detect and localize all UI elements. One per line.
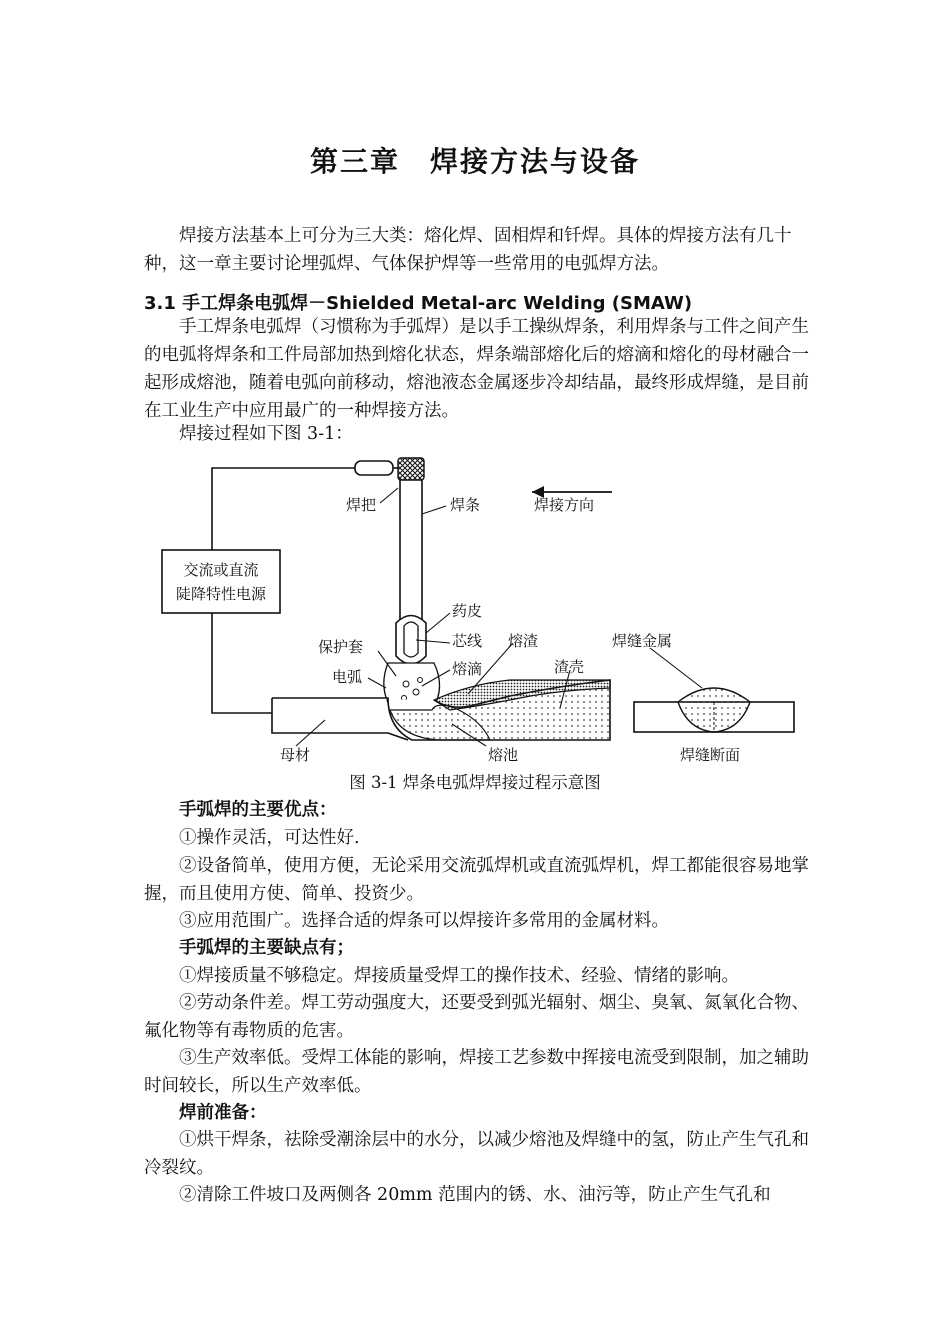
advantage-item: ③应用范围广。选择合适的焊条可以焊接许多常用的金属材料。	[179, 911, 669, 931]
power-source-box	[162, 550, 280, 613]
label-electrode: 焊条	[450, 496, 481, 514]
label-base: 母材	[280, 746, 311, 764]
circuit-wire-top	[212, 468, 355, 550]
label-slag: 熔渣	[508, 632, 539, 650]
section-body-paragraph: 手工焊条电弧焊（习惯称为手弧焊）是以手工操纵焊条，利用焊条与工件之间产生的电弧将焊条和工件局部加热到熔化状态，焊条端部熔化后的熔滴和熔化的母材融合一起形成熔池，随着电弧向前移动，熔池液态金属逐步冷却结晶，最终形成焊缝，是目前在工业生产中应用最广的一种焊接方法。	[144, 317, 809, 421]
holder-grip	[398, 458, 424, 480]
preparation-item: ①烘干焊条，祛除受潮涂层中的水分，以减少熔池及焊缝中的氢，防止产生气孔和冷裂纹。	[144, 1130, 809, 1178]
label-pool: 熔池	[488, 746, 519, 764]
label-direction: 焊接方向	[534, 496, 595, 514]
disadvantage-item: ③生产效率低。受焊工体能的影响，焊接工艺参数中挥接电流受到限制，加之辅助时间较长，所以生产效率低。	[144, 1048, 809, 1096]
advantage-item: ②设备简单，使用方便，无论采用交流弧焊机或直流弧焊机，焊工都能很容易地掌握，而且使用方使、简单、投资少。	[144, 856, 809, 904]
label-holder: 焊把	[346, 496, 377, 514]
disadvantages-heading: 手弧焊的主要缺点有；	[179, 938, 354, 958]
label-arc: 电弧	[332, 668, 363, 686]
label-weld-metal: 焊缝金属	[612, 632, 673, 650]
chapter-title: 第三章 焊接方法与设备	[309, 145, 640, 178]
process-intro: 焊接过程如下图 3-1：	[179, 424, 353, 444]
electrode-rod	[400, 480, 422, 628]
preparation-heading: 焊前准备：	[179, 1103, 267, 1123]
advantage-item: ①操作灵活，可达性好.	[179, 828, 360, 848]
disadvantage-item: ②劳动条件差。焊工劳动强度大，还要受到弧光辐射、烟尘、臭氧、氮氧化合物、氟化物等有毒物质的危害。	[144, 993, 809, 1041]
label-section: 焊缝断面	[680, 746, 741, 764]
intro-paragraph: 焊接方法基本上可分为三大类：熔化焊、固相焊和钎焊。具体的焊接方法有几十种，这一章主要讨论埋弧焊、气体保护焊等一些常用的电弧焊方法。	[144, 226, 792, 274]
label-droplet: 熔滴	[452, 660, 483, 678]
label-coating: 药皮	[452, 602, 483, 620]
core-wire	[404, 622, 418, 657]
circuit-wire-bottom	[212, 613, 272, 713]
label-shield: 保护套	[318, 638, 364, 656]
electrode-holder	[355, 461, 393, 475]
disadvantage-item: ①焊接质量不够稳定。焊接质量受焊工的操作技术、经验、情绪的影响。	[179, 966, 739, 986]
advantages-heading: 手弧焊的主要优点：	[179, 800, 337, 820]
section-heading: 3.1 手工焊条电弧焊－Shielded Metal-arc Welding (SMAW)	[144, 293, 693, 314]
figure-caption: 图 3-1 焊条电弧焊焊接过程示意图	[349, 773, 601, 792]
power-source-label-2: 陡降特性电源	[175, 585, 267, 603]
welding-process-figure	[150, 448, 810, 773]
power-source-label-1: 交流或直流	[183, 561, 259, 579]
label-core: 芯线	[452, 632, 483, 650]
preparation-item: ②清除工件坡口及两侧各 20mm 范围内的锈、水、油污等，防止产生气孔和	[179, 1185, 771, 1205]
label-shell: 渣壳	[554, 658, 585, 676]
welding-diagram	[150, 448, 810, 773]
